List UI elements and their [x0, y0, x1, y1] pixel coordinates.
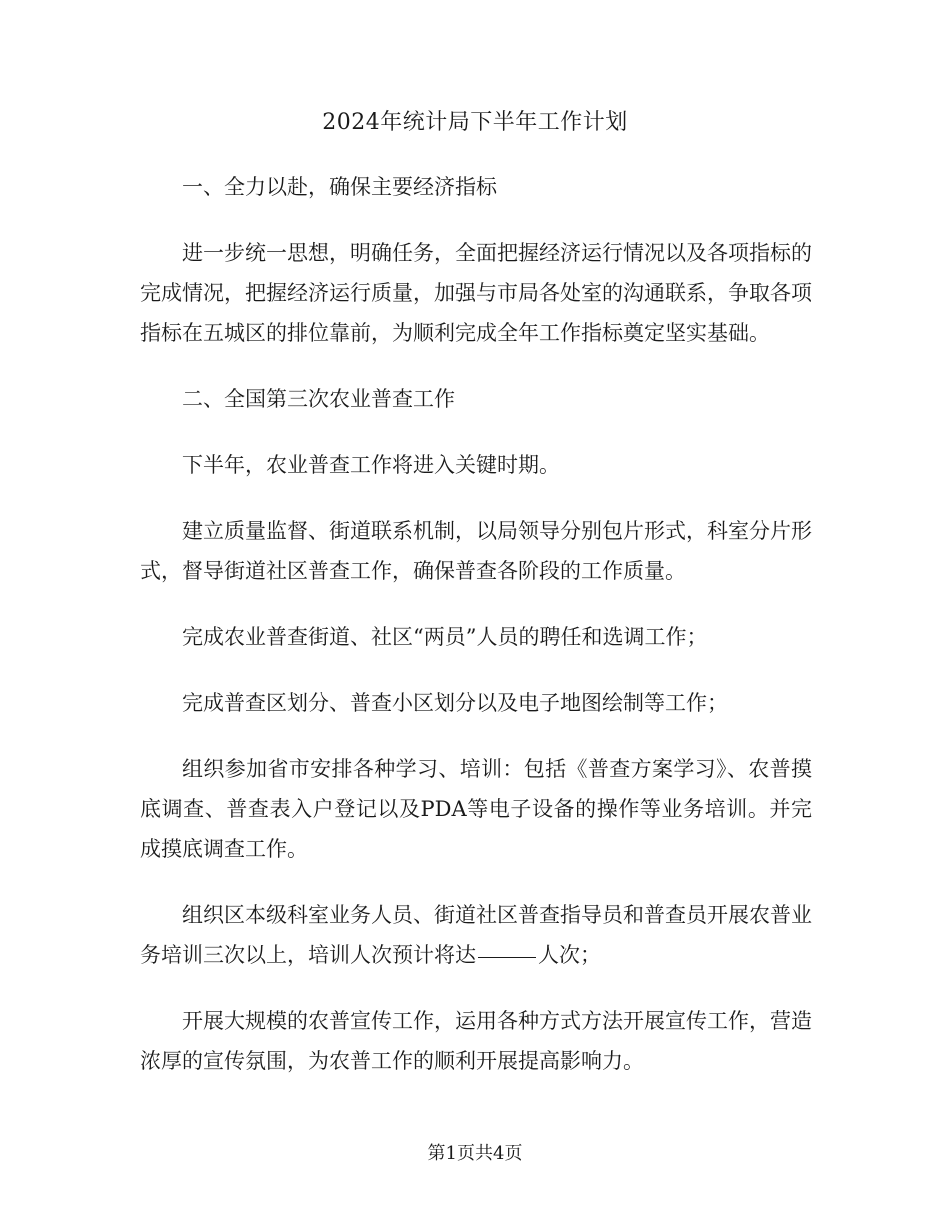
body-paragraph: 进一步统一思想，明确任务，全面把握经济运行情况以及各项指标的完成情况，把握经济运行质量，加强与市局各处室的沟通联系，争取各项指标在五城区的排位靠前，为顺利完成全年工作指标奠定坚实基础。 [140, 241, 812, 345]
section-heading-1: 一、全力以赴，确保主要经济指标 [182, 175, 497, 199]
training-paragraph [140, 895, 812, 975]
body-paragraph: 建立质量监督、街道联系机制，以局领导分别包片形式，科室分片形式，督导街道社区普查工作，确保普查各阶段的工作质量。 [140, 519, 812, 583]
training-text-after: 人次； [538, 943, 601, 967]
body-paragraph: 完成普查区划分、普查小区划分以及电子地图绘制等工作； [182, 691, 728, 715]
body-paragraph: 下半年，农业普查工作将进入关键时期。 [182, 453, 560, 477]
training-text-before: 组织区本级科室业务人员、街道社区普查指导员和普查员开展农普业务培训三次以上，培训人次预计将达 [140, 903, 812, 967]
page-number-footer: 第1页共4页 [427, 1143, 523, 1164]
section-heading-2: 二、全国第三次农业普查工作 [182, 387, 455, 411]
document-title: 2024年统计局下半年工作计划 [322, 110, 628, 135]
fill-in-blank [478, 956, 536, 958]
body-paragraph: 开展大规模的农普宣传工作，运用各种方式方法开展宣传工作，营造浓厚的宣传氛围，为农普工作的顺利开展提高影响力。 [140, 1009, 812, 1073]
document-body [140, 167, 812, 1107]
body-paragraph: 完成农业普查街道、社区“两员”人员的聘任和选调工作； [182, 625, 708, 649]
body-paragraph: 组织参加省市安排各种学习、培训：包括《普查方案学习》、农普摸底调查、普查表入户登记以及PDA等电子设备的操作等业务培训。并完成摸底调查工作。 [140, 757, 812, 861]
